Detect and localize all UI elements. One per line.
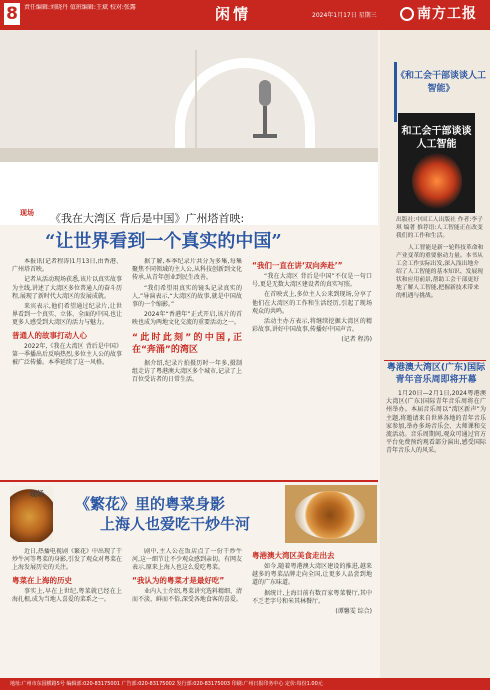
paragraph: 2024年“香港年”正式开启,该片的首映也成为两地文化交流的重要活动之一。 (132, 311, 242, 327)
hero-photo-floor (0, 148, 378, 162)
paragraph: 据介绍,纪录片拍摄历时一年多,摄制组走访了粤港澳大湾区多个城市,记录了上百位受访者的日常生活。 (132, 359, 242, 384)
page-header (0, 0, 490, 30)
hero-photo (0, 30, 378, 162)
book-cover-glow (412, 153, 462, 209)
subheading: “我认为的粤菜才是最好吃” (132, 575, 225, 585)
paragraph: 本报讯(记者程涛)1月13日,由香港、广州塔首映。 (12, 258, 122, 274)
food-photo (285, 485, 377, 543)
editor-credits: 责任编辑:刘晓丹 值班编辑:王斌 校对:张露 (24, 4, 136, 11)
paragraph: 业内人士介绍,粤菜讲究选料精细、清而不淡、鲜而不俗,深受各地食客的喜爱。 (132, 587, 242, 603)
book-info (396, 216, 484, 300)
section-title: 闲情 (215, 5, 252, 23)
newspaper-logo (400, 4, 477, 24)
subheading: 粤港澳大湾区美食走出去 (252, 551, 335, 560)
paragraph: “我们希望用真实的镜头记录真实的人,”导演表示,“大湾区的故事,就是中国故事的一个缩影。” (132, 284, 242, 309)
subheading: 普通人的故事打动人心 (12, 330, 87, 340)
book-cover-title: 和工会干部谈谈人工智能 (401, 126, 472, 150)
subheading: 粤菜在上海的历史 (12, 575, 72, 585)
logo-text: 南方工报 (417, 6, 477, 22)
article1-column-2 (132, 258, 242, 476)
music-week-heading: 粤港澳大湾区(广东)国际青年音乐周即将开幕 (386, 363, 486, 385)
article2-column-1 (12, 548, 122, 674)
paragraph: “我在大湾区 背后是中国”不仅是一句口号,更是无数大湾区建设者的真实写照。 (252, 273, 372, 289)
hero-subtitle: 《我在大湾区 背后是中国》广州塔首映: (50, 212, 245, 225)
food-subtitle: 上海人也爱吃干炒牛河 (100, 515, 251, 533)
dish-plate (295, 491, 365, 539)
sidebar-divider (384, 360, 486, 361)
paragraph: 来宾表示,他们希望通过纪录片,让世界看到一个真实、立体、全面的中国,也让更多人感受到大湾区的活力与魅力。 (12, 303, 122, 327)
article2-column-3 (252, 548, 372, 674)
hero-photo-pillar (195, 50, 197, 162)
microphone-icon (225, 70, 305, 150)
book-description: 人工智能是新一轮科技革命和产业变革的重要驱动力量。本书从工会工作实际出发,深入浅出地介绍了人工智能的基本知识、发展现状和应用前景,帮助工会干部更好地了解人工智能,把握新技术带来的机遇与挑战。 (396, 245, 484, 299)
subheading: “我们一直在讲‘双向奔赴’” (252, 261, 343, 270)
article-author: (记者 程涛) (341, 336, 372, 344)
book-cover (398, 113, 475, 213)
logo-mark-icon (400, 7, 414, 21)
hero-section (0, 30, 378, 225)
paragraph: 据统计,上海目前有数百家粤菜餐厅,其中不乏老字号和米其林餐厅。 (252, 589, 372, 605)
paragraph: 1月20日—2月1日,2024粤港澳大湾区(广东)国际青年音乐周将在广州举办。本届音乐周以“湾区新声”为主题,将邀请来自世界各地的青年音乐家参加,举办多场音乐会、大师课和交流活动。音乐周期间,观众可通过官方平台免费预约观看部分演出,感受国际青年音乐人的风采。 (386, 390, 486, 455)
footer-text: 地址:广州市东园横路5号 编辑部:020-83175001 广告部:020-83175002 发行部:020-83175003 印刷:广州日报印务中心 定价:每份1.00元 (10, 681, 323, 687)
book-heading: 《和工会干部谈谈人工智能》 (396, 71, 487, 94)
book-meta: 出版社:中国工人出版社 作者:李子琪 编著 推荐语:人工智能正在改变我们的工作和生活。 (396, 217, 483, 239)
music-week-text (386, 390, 486, 675)
article-author: (谭馨雯 综合) (335, 608, 372, 616)
hero-kicker-label: 现场 (20, 209, 34, 217)
paragraph: 据了解,本季纪录片共分为多集,每集聚焦不同领域的主人公,从科技创新到文化传承,从青年创业到民生改善。 (132, 258, 242, 282)
paragraph: 活动主办方表示,将继续挖掘大湾区的精彩故事,讲好中国故事,传播好中国声音。 (252, 318, 372, 334)
food-title: 《繁花》里的粤菜身影 (75, 495, 226, 513)
issue-date: 2024年1月17日 星期三 (312, 12, 377, 19)
paragraph: 近日,热播电视剧《繁花》中出现了干炒牛河等粤菜的身影,引发了观众对粤菜在上海发展历史的关注。 (12, 548, 122, 572)
food-kicker: 现场 (30, 490, 44, 498)
paragraph: 事实上,早在上世纪,粤菜就已经在上海扎根,成为当地人喜爱的菜系之一。 (12, 587, 122, 603)
paragraph: 2022年,《我在大湾区 背后是中国》第一季播出后反响热烈,多位主人公的故事被广泛传播。本季延续了这一风格。 (12, 342, 122, 367)
paragraph: 剧中,主人公在饭店点了一份干炒牛河,这一细节让不少观众感到亲切。有网友表示,原来上海人也这么爱吃粤菜。 (132, 548, 242, 572)
article1-column-3 (252, 258, 372, 476)
hero-kicker (20, 208, 34, 218)
section-divider (0, 480, 378, 482)
hero-title: “让世界看到一个真实的中国” (45, 231, 282, 252)
page-number: 8 (4, 3, 20, 25)
paragraph: 记者从活动现场获悉,该片以真实故事为主线,讲述了大湾区多位普通人的奋斗历程,展现了新时代大湾区的发展成就。 (12, 276, 122, 300)
pull-quote: “此时此刻”的中国,正在“奔涌”的湾区 (132, 332, 242, 355)
paragraph: 如今,随着粤港澳大湾区建设的推进,越来越多的粤菜品牌走向全国,让更多人品尝到地道的广东味道。 (252, 563, 372, 587)
article1-column-1 (12, 258, 122, 476)
paragraph: 在首映式上,多位主人公来到现场,分享了他们在大湾区的工作和生活经历,引起了现场观众的共鸣。 (252, 291, 372, 315)
article2-column-2 (132, 548, 242, 674)
